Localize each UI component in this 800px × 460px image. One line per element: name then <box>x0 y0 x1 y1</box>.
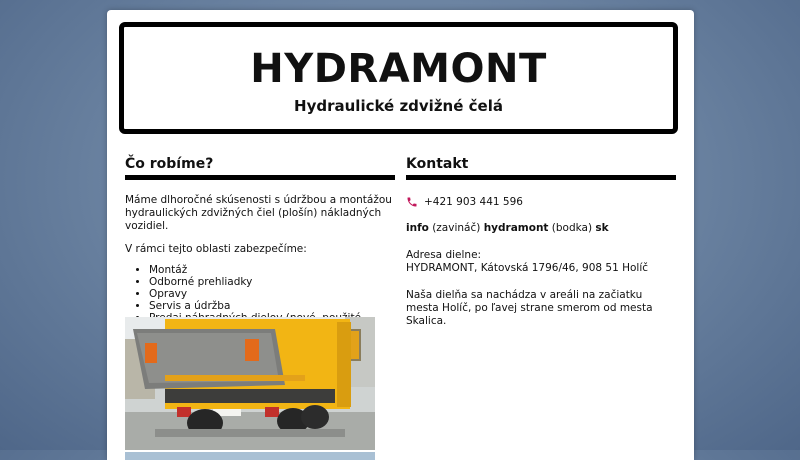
email-part: info <box>406 222 429 234</box>
truck-photo-image <box>125 317 375 450</box>
contact-heading: Kontakt <box>406 156 676 180</box>
list-item: • Odborné prehliadky <box>149 276 395 288</box>
site-header <box>119 22 678 134</box>
email-part: (bodka) <box>551 222 593 234</box>
email-part: (zavináč) <box>432 222 481 234</box>
list-item: • Montáž <box>149 264 395 276</box>
site-title: HYDRAMONT <box>250 46 547 92</box>
phone-row <box>406 196 676 208</box>
intro-text: Máme dlhoročné skúsenosti s údržbou a montážou hydraulických zdvižných čiel (plošín) nákladných vozidiel. <box>125 194 392 232</box>
phone-number[interactable]: +421 903 441 596 <box>424 196 523 208</box>
phone-icon <box>406 196 418 208</box>
address-text: HYDRAMONT, Kátovská 1796/46, 908 51 Holíč <box>406 262 649 274</box>
contact-section <box>406 156 676 328</box>
what-we-do-section <box>125 156 395 336</box>
address-block <box>406 249 676 275</box>
list-item: • Opravy <box>149 288 395 300</box>
email-part: sk <box>595 222 609 234</box>
what-we-do-heading: Čo robíme? <box>125 156 395 180</box>
truck-photo <box>125 317 375 450</box>
location-note: Naša dielňa sa nachádza v areáli na začiatku mesta Holíč, po ľavej strane smerom od mesta Skalica. <box>406 289 653 327</box>
list-item: • Servis a údržba <box>149 300 395 312</box>
email-part: hydramont <box>483 222 549 234</box>
address-label: Adresa dielne: <box>406 249 482 261</box>
site-subtitle: Hydraulické zdvižné čelá <box>294 97 503 115</box>
second-photo-strip <box>125 452 375 460</box>
email-text <box>406 222 676 235</box>
page-card <box>107 10 694 460</box>
services-lead: V rámci tejto oblasti zabezpečíme: <box>125 243 307 255</box>
